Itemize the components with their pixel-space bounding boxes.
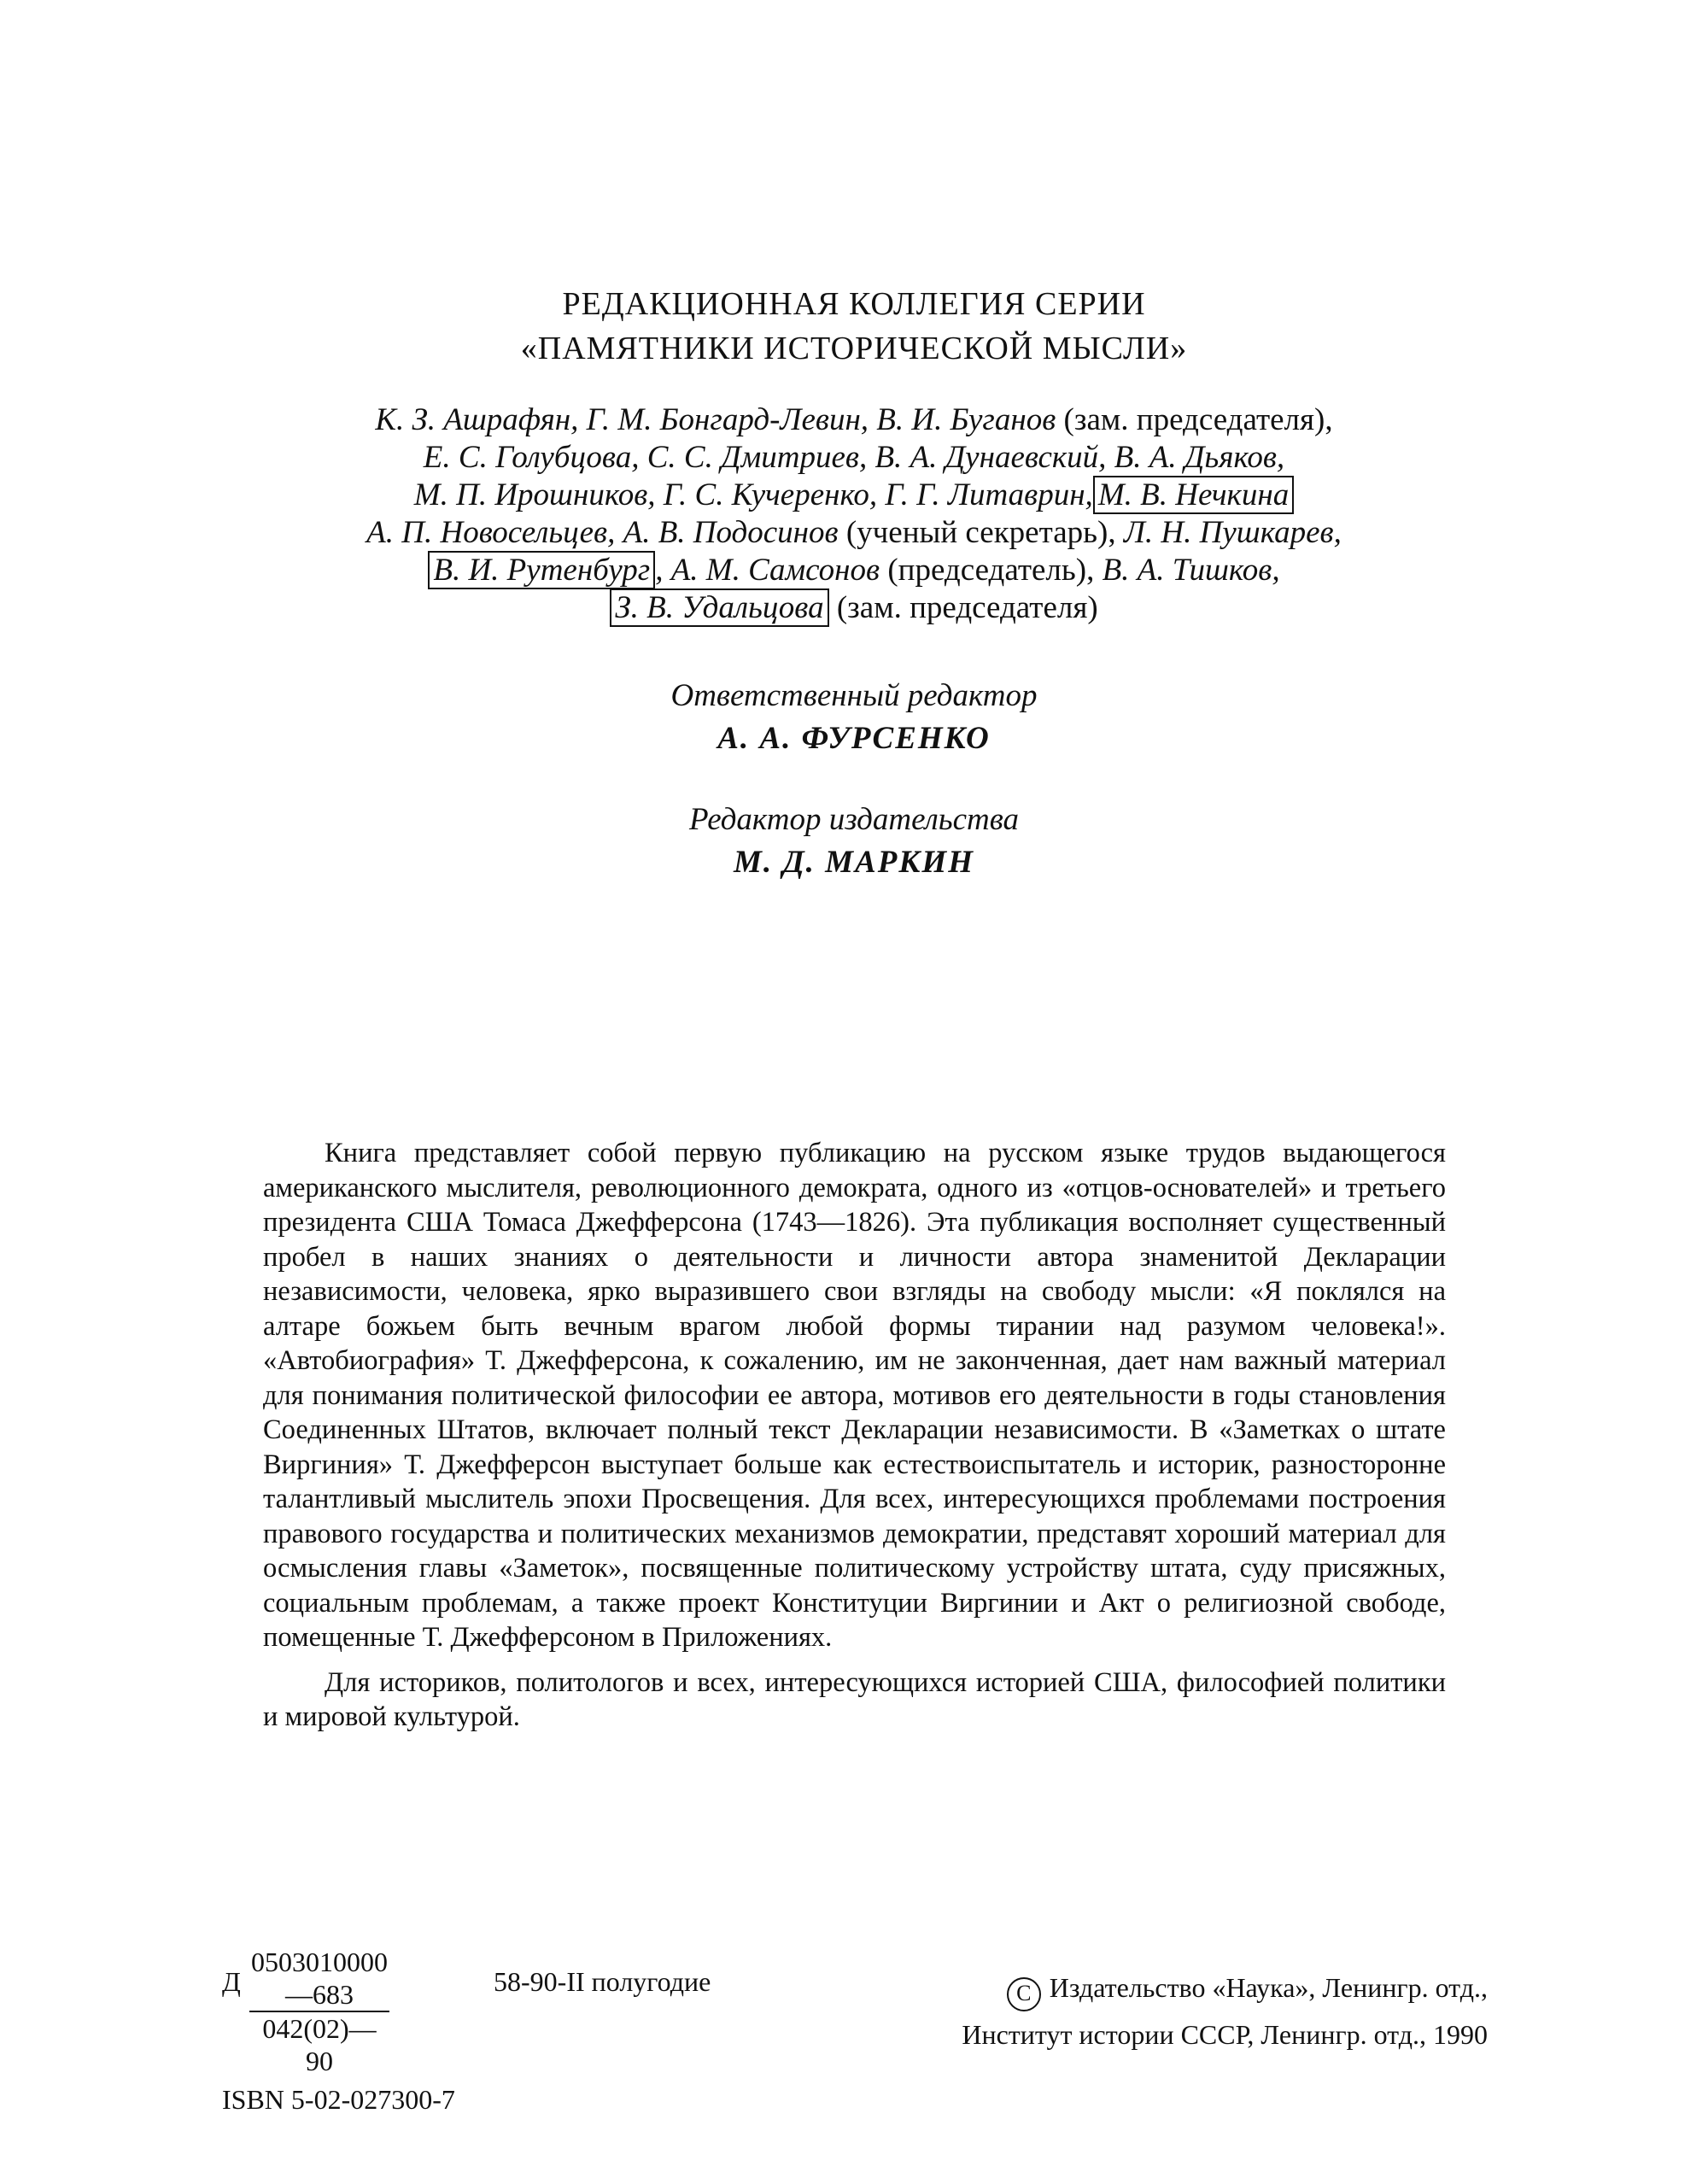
responsible-editor-role: Ответственный редактор	[670, 678, 1038, 713]
catalog-fraction	[249, 1946, 389, 2077]
copyright-icon: C	[1007, 1977, 1041, 2011]
publisher-editor	[0, 799, 1708, 884]
members-line-4	[214, 514, 1494, 552]
responsible-editor	[0, 675, 1708, 760]
member-names: Л. Н. Пушкарев,	[1123, 515, 1342, 550]
member-role: (зам. председателя),	[1056, 402, 1333, 437]
series-board-title	[0, 282, 1708, 371]
book-annotation	[263, 1136, 1446, 1735]
catalog-numerator: 0503010000—683	[249, 1946, 389, 2012]
member-names: А. П. Новосельцев, А. В. Подосинов	[366, 515, 839, 550]
publisher-editor-role: Редактор издательства	[688, 802, 1020, 837]
member-names: К. З. Ашрафян, Г. М. Бонгард-Левин, В. И. Буганов	[375, 402, 1056, 437]
copyright-line-1	[854, 1964, 1488, 2011]
member-role: (ученый секретарь),	[838, 515, 1124, 550]
member-role: (зам. председателя)	[828, 590, 1098, 625]
deceased-member-box: З. В. Удальцова	[610, 588, 828, 627]
member-names: М. П. Ирошников, Г. С. Кучеренко, Г. Г. Литаврин,	[413, 477, 1093, 512]
annotation-paragraph-1: Книга представляет собой первую публикацию на русском языке трудов выдающегося американского мыслителя, революционного демократа, одного из «отцов-основателей» и третьего президента США Томаса Джефферсона (1743—1826). Эта публикация восполняет существенный пробел в наших знаниях о деятельности и личности автора знаменитой Декларации независимости, человека, ярко выразившего свои взгляды на свободу мысли: «Я поклялся на алтаре божьем быть вечным врагом любой формы тирании над разумом человека!». «Автобиография» Т. Джефферсона, к сожалению, им не законченная, дает нам важный материал для понимания политической философии ее автора, мотивов его деятельности в годы становления Соединенных Штатов, включает полный текст Декларации независимости. В «Заметках о штате Виргиния» Т. Джефферсон выступает больше как естествоиспытатель и историк, разносторонне талантливый мыслитель эпохи Просвещения. Для всех, интересующихся проблемами построения правового государства и политических механизмов демократии, представят хороший материал для осмысления главы «Заметок», посвященные политическому устройству штата, суду присяжных, социальным проблемам, а также проект Конституции Виргинии и Акт о религиозной свободе, помещенные Т. Джефферсоном в Приложениях.	[263, 1138, 1446, 1653]
isbn: ISBN 5-02-027300-7	[222, 2084, 455, 2115]
series-board-members	[214, 401, 1494, 627]
member-names: В. А. Тишков,	[1102, 553, 1280, 588]
annotation-paragraph-2: Для историков, политологов и всех, интересующихся историей США, философией политики и мировой культурой.	[263, 1666, 1446, 1732]
catalog-letter: Д	[222, 1966, 241, 1997]
members-line-2	[214, 439, 1494, 477]
members-line-6	[214, 589, 1494, 627]
member-names: Е. С. Голубцова, С. С. Дмитриев, В. А. Дунаевский, В. А. Дьяков,	[423, 440, 1285, 475]
deceased-member-box: В. И. Рутенбург	[428, 551, 655, 589]
members-line-5	[214, 552, 1494, 589]
series-board-title-line2: «ПАМЯТНИКИ ИСТОРИЧЕСКОЙ МЫСЛИ»	[520, 331, 1188, 366]
copyright-publisher: Издательство «Наука», Ленингр. отд.,	[1049, 1972, 1488, 2003]
copyright-line-2: Институт истории СССР, Ленингр. отд., 1990	[962, 2019, 1488, 2050]
responsible-editor-name: А. А. ФУРСЕНКО	[717, 721, 991, 756]
member-names: , А. М. Самсонов	[655, 553, 880, 588]
member-role: (председатель),	[880, 553, 1103, 588]
copyright-notice	[854, 1964, 1488, 2058]
catalog-tail: 58-90-II полугодие	[494, 1966, 711, 1997]
members-line-1	[214, 401, 1494, 439]
catalog-denominator: 042(02)—90	[262, 2013, 377, 2076]
members-line-3	[214, 477, 1494, 514]
deceased-member-box: М. В. Нечкина	[1093, 476, 1294, 514]
series-board-title-line1: РЕДАКЦИОННАЯ КОЛЛЕГИЯ СЕРИИ	[562, 286, 1146, 322]
publisher-editor-name: М. Д. МАРКИН	[733, 845, 974, 880]
